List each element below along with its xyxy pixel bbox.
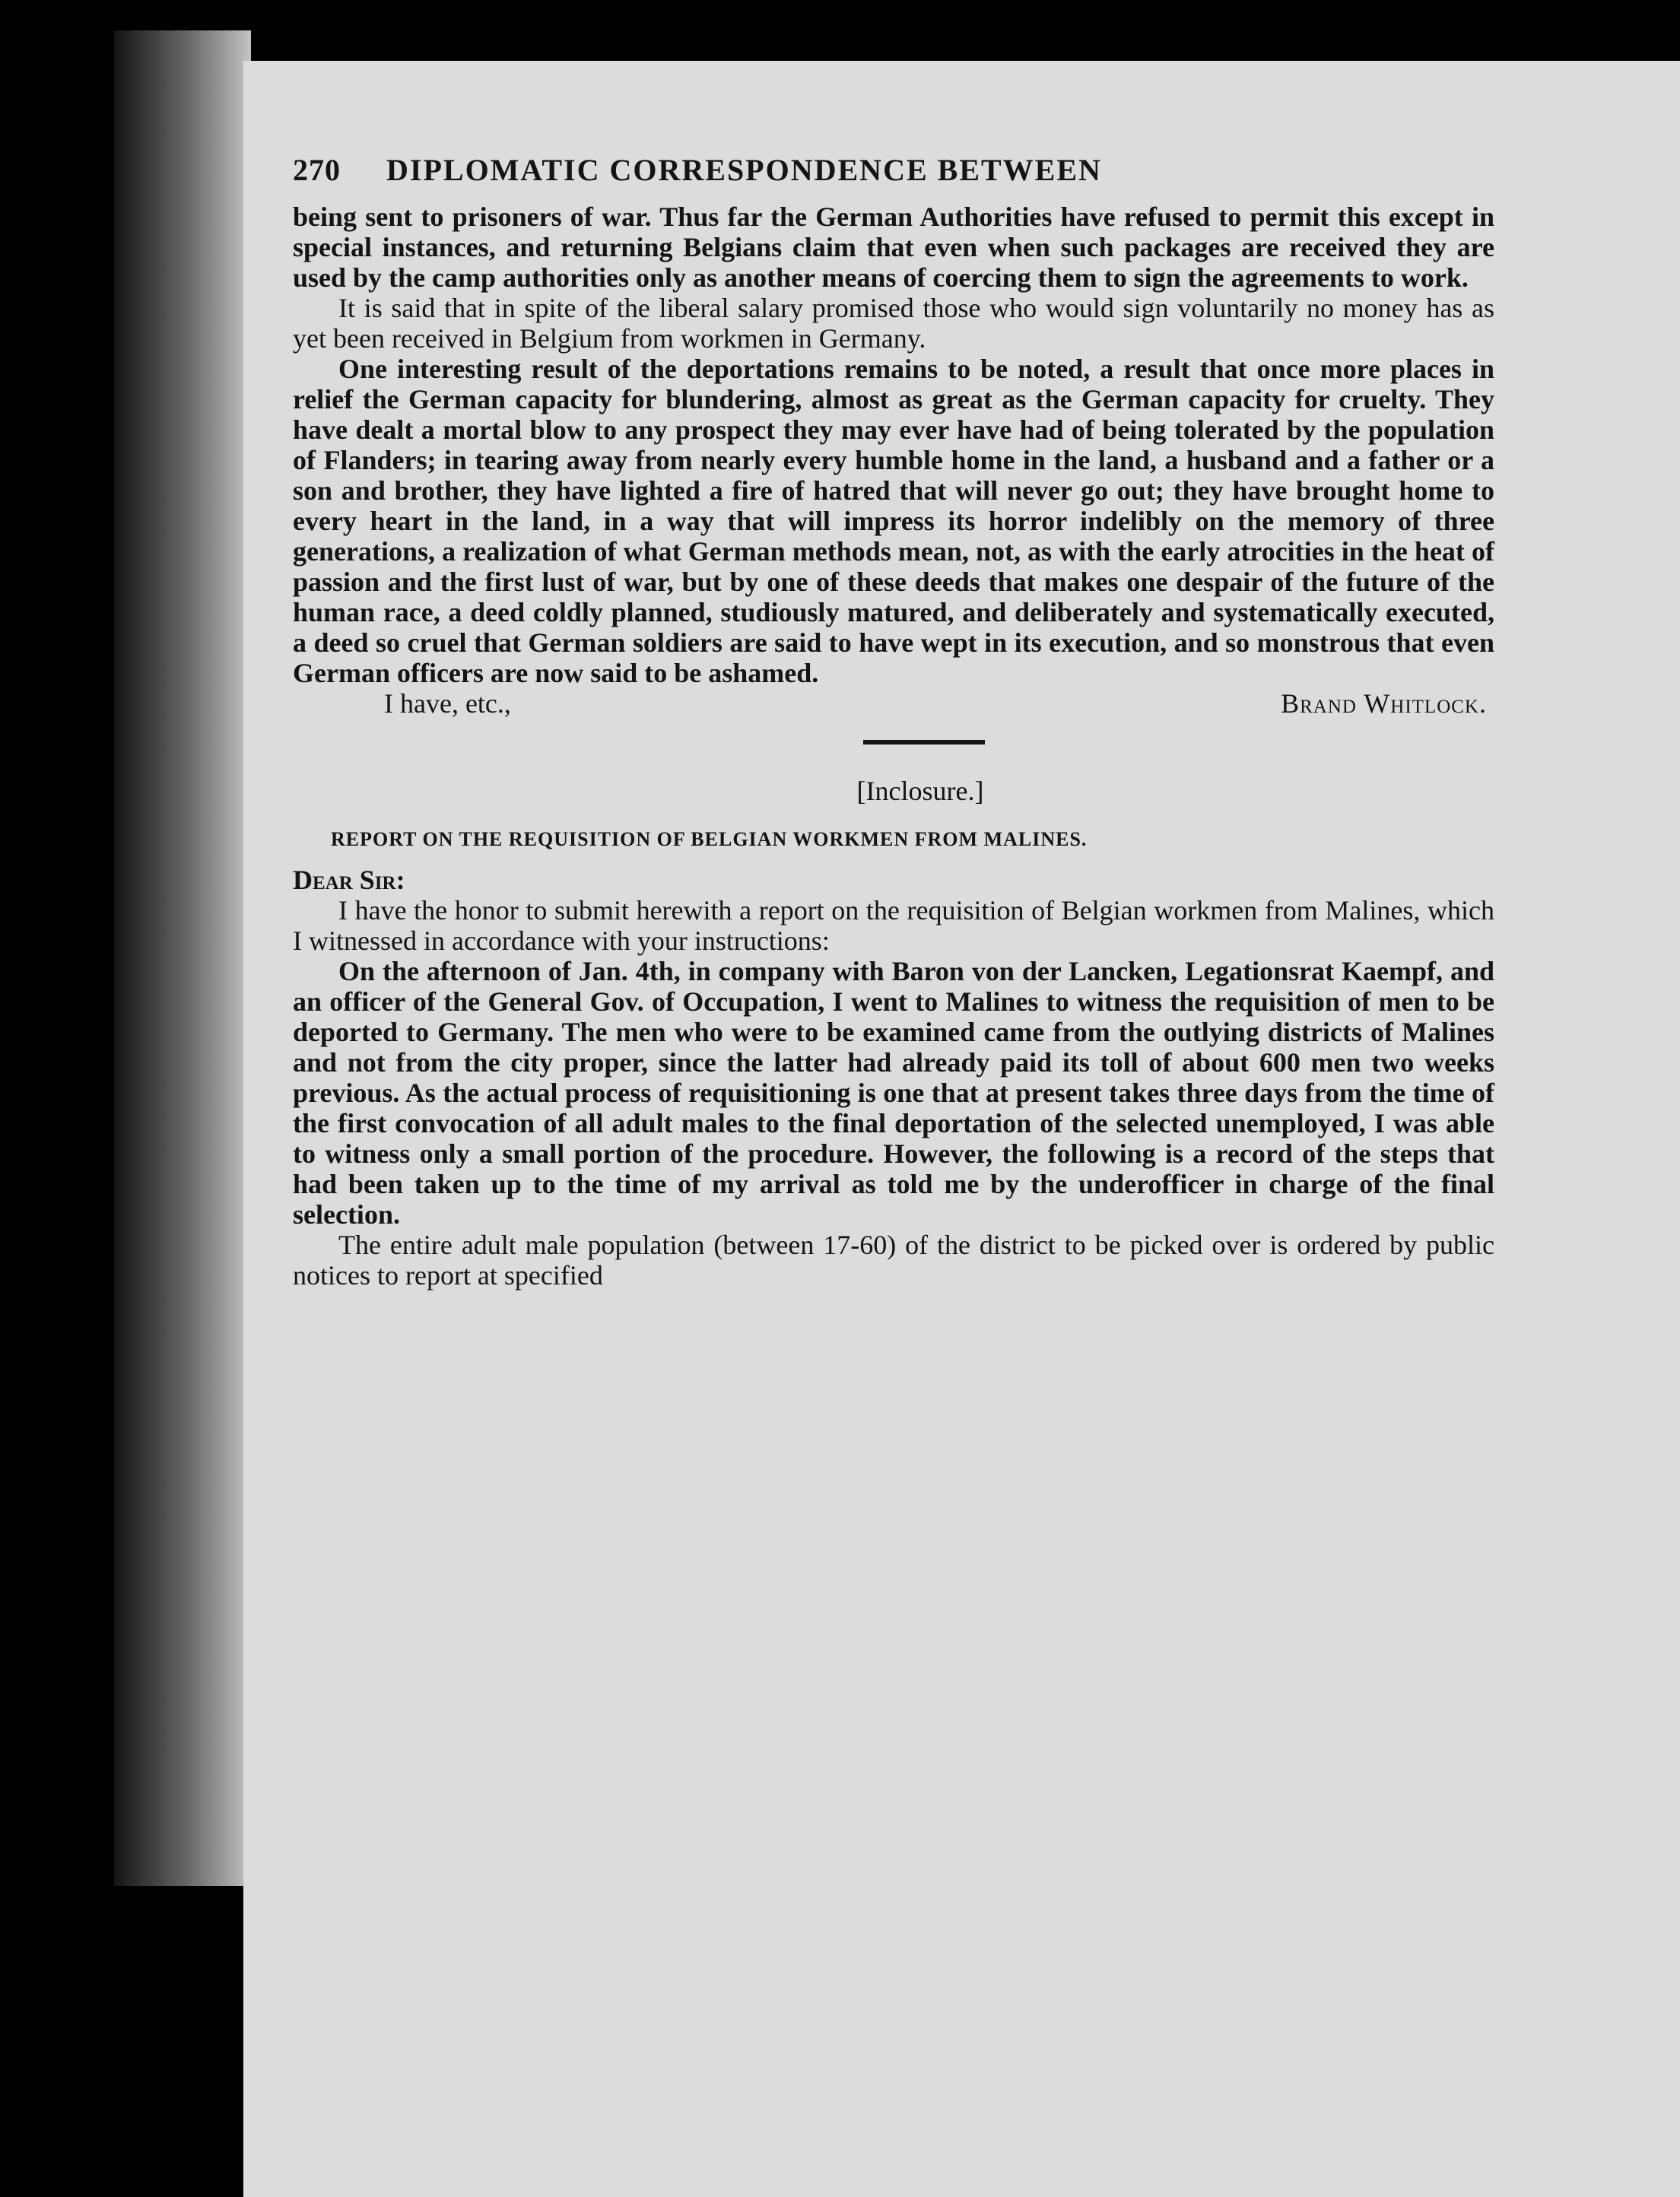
complimentary-close: I have, etc.,: [384, 688, 511, 719]
section-divider: [863, 740, 985, 745]
signature: Brand Whitlock.: [1281, 688, 1487, 719]
running-head: [293, 152, 1494, 188]
report-title: REPORT ON THE REQUISITION OF BELGIAN WORKMEN FROM MALINES.: [331, 828, 1088, 850]
report-paragraph: On the afternoon of Jan. 4th, in company with Baron von der Lancken, Legationsrat Kaempf, and an officer of the General Gov. of Occupation, I went to Malines to witness the requisition of men to be deported to Germany. The men who were to be examined came from the outlying districts of Malines and not from the city proper, since the latter had already paid its toll of about 600 men two weeks previous. As the actual process of requisitioning is one that at present takes three days from the time of the first convocation of all adult males to the final deportation of the selected unemployed, I was able to witness only a small portion of the procedure. However, the following is a record of the steps that had been taken up to the time of my arrival as told me by the underofficer in charge of the final selection.: [293, 956, 1494, 1230]
page-edge-shadow: [114, 30, 251, 1886]
inclosure-label: [Inclosure.]: [856, 776, 984, 806]
letter-paragraph: One interesting result of the deportations remains to be noted, a result that once more places in relief the German capacity for blundering, almost as great as the German capacity for cruelty. They have dealt a mortal blow to any prospect they may ever have had of being tolerated by the population of Flanders; in tearing away from nearly every humble home in the land, a husband and a father or a son and brother, they have lighted a fire of hatred that will never go out; they have brought home to every heart in the land, in a way that will impress its horror indelibly on the memory of three generations, a realization of what German methods mean, not, as with the early atrocities in the heat of passion and the first lust of war, but by one of these deeds that makes one despair of the future of the human race, a deed coldly planned, studiously matured, and deliberately and systematically executed, a deed so cruel that German soldiers are said to have wept in its execution, and so monstrous that even German officers are now said to be ashamed.: [293, 354, 1494, 688]
letter-paragraph: It is said that in spite of the liberal salary promised those who would sign voluntarily no money has as yet been received in Belgium from workmen in Germany.: [293, 293, 1494, 354]
running-title: DIPLOMATIC CORRESPONDENCE BETWEEN: [386, 153, 1102, 187]
page-number: 270: [293, 153, 341, 187]
letter-closing-line: [293, 688, 1494, 719]
page-content: [293, 152, 1494, 1291]
report-paragraph: I have the honor to submit herewith a report on the requisition of Belgian workmen from Malines, which I witnessed in accordance with your instructions:: [293, 895, 1494, 956]
report-paragraph: The entire adult male population (between 17-60) of the district to be picked over is ordered by public notices to report at specified: [293, 1230, 1494, 1291]
letter-paragraph: being sent to prisoners of war. Thus far the German Authorities have refused to permit this except in special instances, and returning Belgians claim that even when such packages are received they are used by the camp authorities only as another means of coercing them to sign the agreements to work.: [293, 202, 1494, 293]
salutation: Dear Sir:: [293, 865, 405, 895]
